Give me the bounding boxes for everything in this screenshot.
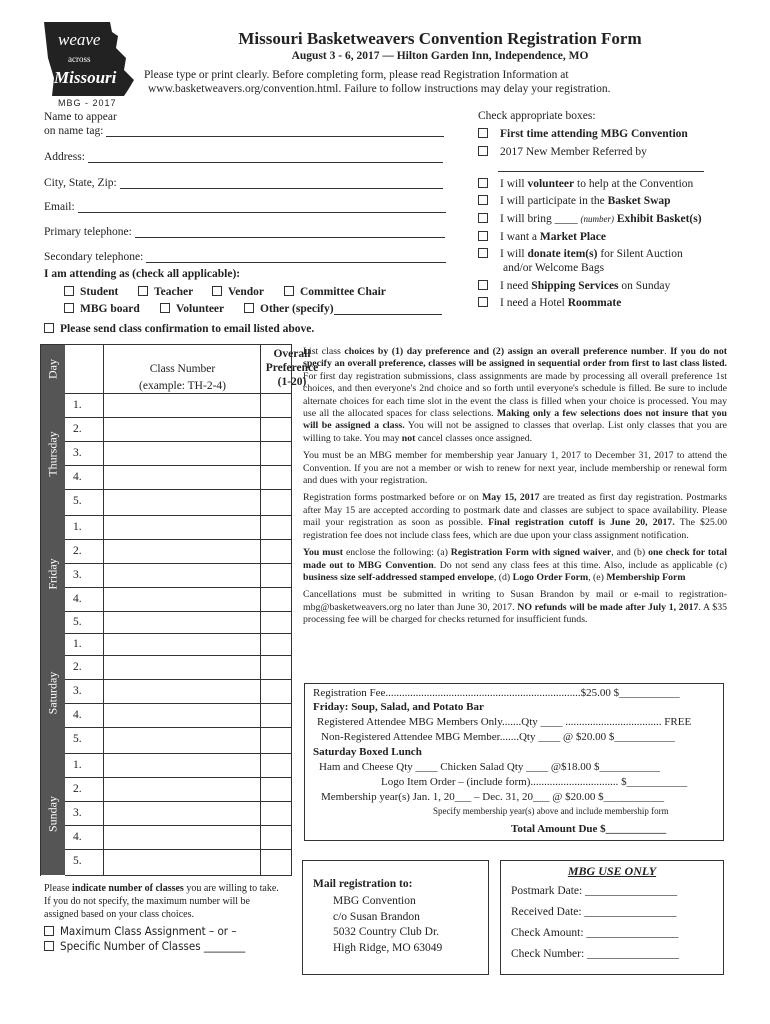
total-row[interactable]: Total Amount Due $___________ (511, 823, 667, 835)
or-label: – or – (209, 924, 237, 938)
checkbox-icon[interactable] (244, 303, 254, 313)
mail-address: MBG Convention c/o Susan Brandon 5032 Country Club Dr. High Ridge, MO 63049 (333, 895, 443, 954)
new-member-checkbox[interactable] (478, 146, 647, 158)
checkbox-icon[interactable] (478, 195, 488, 205)
class-row[interactable]: 5. (65, 727, 291, 754)
class-row[interactable]: 1. (65, 753, 291, 778)
class-row[interactable]: 4. (65, 703, 291, 728)
specific-classes-checkbox[interactable] (44, 940, 284, 953)
membership-row[interactable]: Membership year(s) Jan. 1, 20___ – Dec. 31, 20___ @ $20.00 $___________ (321, 791, 665, 803)
logo-order-row[interactable]: Logo Item Order – (include form)................................ $___________ (381, 776, 688, 788)
day-band-friday: Friday (41, 515, 65, 634)
name-label: Name to appear (44, 111, 117, 123)
primary-phone-line[interactable] (135, 237, 445, 238)
class-row[interactable]: 2. (65, 777, 291, 802)
mail-heading: Mail registration to: (313, 878, 413, 890)
class-row[interactable]: 2. (65, 417, 291, 442)
class-row[interactable]: 1. (65, 515, 291, 540)
student-checkbox[interactable] (64, 286, 118, 298)
checkbox-icon[interactable] (284, 286, 294, 296)
logo-weave: weave (58, 30, 101, 49)
class-row[interactable]: 4. (65, 825, 291, 850)
convention-logo (40, 18, 136, 110)
vendor-checkbox[interactable] (212, 286, 264, 298)
checkbox-icon[interactable] (478, 213, 488, 223)
number-of-classes (44, 882, 284, 953)
attending-label: I am attending as (check all applicable): (44, 268, 241, 280)
instructions-para-1: List class choices by (1) day preference and (2) assign an overall preference number. If you do not specify an overall preference, classes will be assigned in sequential order from first to last class listed. For first day registration submissions, class assignments are made by processing all overall preference 1st choices, and then everyone's 2nd choice and so forth until everyone's schedule is filled. Be sure to include alternate choices for each time slot in the event the class is filled when your choice is processed. You may use all the allocated spaces for class selections. Making only a few selections does not insure that you will be assigned a class. You will not be assigned to classes that overlap. List only classes that you are willing to take. You may not cancel classes once assigned. (303, 346, 728, 444)
form-title: Missouri Basketweavers Convention Registration Form (238, 29, 642, 48)
class-choice-table (40, 344, 319, 876)
secondary-phone-label: Secondary telephone: (44, 251, 144, 263)
checkbox-icon[interactable] (64, 286, 74, 296)
committee-checkbox[interactable] (284, 286, 386, 298)
lunch-row[interactable]: Ham and Cheese Qty ____ Chicken Salad Qty ____ @$18.00 $___________ (319, 761, 661, 773)
class-row[interactable]: 2. (65, 539, 291, 564)
city-field[interactable] (44, 177, 443, 189)
first-time-checkbox[interactable] (478, 128, 688, 140)
checkbox-icon[interactable] (478, 231, 488, 241)
form-intro (144, 68, 644, 96)
secondary-phone-field[interactable] (44, 251, 446, 263)
checkbox-icon[interactable] (44, 941, 54, 951)
instructions-para-5: Cancellations must be submitted in writing to Susan Brandon by mail or e-mail to registration-mbg@basketweavers.org no later than June 30, 2017. NO refunds will be made after July 1, 2017. A $35 processing fee will be charged for checks returned for insufficient funds. (303, 589, 727, 626)
saturday-heading: Saturday Boxed Lunch (313, 746, 422, 758)
secondary-phone-line[interactable] (146, 262, 446, 263)
student-label: Student (80, 286, 119, 298)
specific-classes-label: Specific Number of Classes ________ (60, 939, 246, 953)
checklist-heading: Check appropriate boxes: (478, 110, 596, 122)
checkbox-icon[interactable] (478, 178, 488, 188)
registration-fee-row[interactable]: Registration Fee.......................................................................$25.00 $___________ (313, 687, 680, 699)
city-line[interactable] (120, 188, 443, 189)
day-band-sunday: Sunday (41, 753, 65, 876)
class-row[interactable]: 3. (65, 441, 291, 466)
name-field[interactable] (44, 125, 444, 137)
shipping-checkbox[interactable]: I need Shipping Services on Sunday (478, 280, 670, 292)
name-line[interactable] (106, 136, 444, 137)
friday-heading: Friday: Soup, Salad, and Potato Bar (313, 701, 484, 713)
class-row[interactable]: 3. (65, 563, 291, 588)
checkbox-icon[interactable] (478, 128, 488, 138)
class-row[interactable]: 3. (65, 679, 291, 704)
class-row[interactable]: 4. (65, 587, 291, 612)
instructions-para-4: You must enclose the following: (a) Registration Form with signed waiver, and (b) one check for total made out to MBG Convention. Do not send any class fees at this time. Also, include as applicable (c) business size self-addressed stamped envelope, (d) Logo Order Form, (e) Membership Form (303, 547, 728, 583)
send-confirmation-label: Please send class confirmation to email listed above. (60, 323, 315, 335)
intro-line-2: www.basketweavers.org/convention.html. Failure to follow instructions may delay your registration. (148, 83, 611, 95)
class-row[interactable]: 3. (65, 801, 291, 826)
checkbox-icon[interactable] (478, 248, 488, 258)
first-time-label: First time attending MBG Convention (500, 128, 688, 140)
class-row[interactable]: 1. (65, 633, 291, 656)
member-meal-row[interactable]: Registered Attendee MBG Members Only.......Qty ____ ................................... FREE (317, 716, 692, 728)
mbg-use-heading: MBG USE ONLY (567, 864, 657, 878)
intro-line-1: Please type or print clearly. Before completing form, please read Registration Information at (144, 69, 569, 81)
volunteer-help-checkbox[interactable]: I will volunteer to help at the Convention (478, 178, 693, 190)
class-number-header: Class Number (example: TH-2-4) (139, 363, 226, 392)
class-row[interactable]: 2. (65, 655, 291, 680)
checkbox-icon[interactable] (44, 926, 54, 936)
received-date-field[interactable]: Received Date: ________________ (511, 906, 677, 918)
checkbox-icon[interactable] (138, 286, 148, 296)
nonmember-meal-row[interactable]: Non-Registered Attendee MBG Member.......Qty ____ @ $20.00 $___________ (321, 731, 675, 743)
volunteer-checkbox[interactable] (160, 303, 224, 315)
email-line[interactable] (78, 212, 446, 213)
checkbox-icon[interactable] (478, 146, 488, 156)
committee-label: Committee Chair (300, 286, 386, 298)
form-subtitle: August 3 - 6, 2017 — Hilton Garden Inn, Independence, MO (291, 50, 589, 62)
class-row[interactable]: 5. (65, 489, 291, 516)
logo-across: across (68, 54, 91, 64)
primary-phone-label: Primary telephone: (44, 226, 132, 238)
volunteer-label: Volunteer (176, 303, 225, 315)
instructions-para-3: Registration forms postmarked before or on May 15, 2017 are treated as first day registration. Postmarks after May 15 are accepted according to postmark date and classes are subject to space availability. Please mail your registration as soon as possible. Final registration cutoff is June 20, 2017. The $25.00 registration fee does not include class fees, which are due upon your class assignment notification. (303, 492, 727, 541)
email-field[interactable] (44, 201, 446, 213)
logo-year: MBG - 2017 (58, 98, 117, 108)
max-classes-label: Maximum Class Assignment (60, 924, 206, 938)
address-field[interactable] (44, 151, 443, 163)
roommate-checkbox[interactable]: I need a Hotel Roommate (478, 297, 621, 309)
day-band-thursday: Thursday (41, 393, 65, 516)
checkbox-icon[interactable] (44, 323, 54, 333)
address-line[interactable] (88, 162, 443, 163)
name-field-label: on name tag: (44, 125, 104, 137)
new-member-label: 2017 New Member Referred by (500, 146, 647, 158)
check-amount-field[interactable]: Check Amount: ________________ (511, 927, 679, 939)
class-row[interactable]: 1. (65, 393, 291, 418)
checkbox-icon[interactable] (160, 303, 170, 313)
membership-note: Specify membership year(s) above and include membership form (433, 806, 669, 816)
checkbox-icon[interactable] (478, 280, 488, 290)
mbg-use-only-box (500, 860, 724, 975)
max-classes-checkbox[interactable] (44, 925, 284, 938)
donate-checkbox[interactable]: I will donate item(s) for Silent Auction (478, 248, 683, 260)
class-row[interactable]: 5. (65, 849, 291, 876)
checkbox-icon[interactable] (478, 297, 488, 307)
instructions (303, 346, 727, 632)
referred-by-line[interactable] (498, 160, 704, 172)
checkbox-icon[interactable] (64, 303, 74, 313)
board-label: MBG board (80, 303, 140, 315)
class-row[interactable]: 4. (65, 465, 291, 490)
mail-address-box (302, 860, 489, 975)
teacher-checkbox[interactable] (138, 286, 193, 298)
vendor-label: Vendor (228, 286, 264, 298)
board-checkbox[interactable] (64, 303, 140, 315)
day-header: Day (41, 345, 65, 394)
email-label: Email: (44, 201, 75, 213)
donate-label-cont: and/or Welcome Bags (503, 262, 605, 274)
check-number-field[interactable]: Check Number: ________________ (511, 948, 680, 960)
city-label: City, State, Zip: (44, 177, 117, 189)
market-place-checkbox[interactable]: I want a Market Place (478, 231, 606, 243)
primary-phone-field[interactable] (44, 226, 445, 238)
exhibit-basket-checkbox[interactable]: I will bring ____ (number) Exhibit Basket(s) (478, 213, 702, 225)
class-row[interactable]: 5. (65, 611, 291, 634)
number-of-classes-text: Please indicate number of classes you are willing to take. If you do not specify, the maximum number will be assigned based on your class choices. (44, 883, 279, 920)
postmark-date-field[interactable]: Postmark Date: ________________ (511, 885, 678, 897)
logo-missouri: Missouri (54, 68, 117, 87)
other-label: Other (specify) (260, 303, 334, 315)
basket-swap-checkbox[interactable]: I will participate in the Basket Swap (478, 195, 671, 207)
fees-box (304, 683, 724, 841)
preference-header: Overall Preference (1-20) (265, 348, 319, 388)
checkbox-icon[interactable] (212, 286, 222, 296)
send-confirmation-checkbox[interactable] (44, 323, 314, 335)
instructions-para-2: You must be an MBG member for membership year January 1, 2017 to December 31, 2017 to attend the Convention. If you are not a member or wish to renew for next year, include membership or renewal form and dues with your registration. (303, 450, 727, 487)
address-label: Address: (44, 151, 85, 163)
day-band-saturday: Saturday (41, 633, 65, 754)
other-checkbox[interactable] (244, 303, 442, 315)
teacher-label: Teacher (154, 286, 194, 298)
other-line[interactable] (334, 314, 442, 315)
